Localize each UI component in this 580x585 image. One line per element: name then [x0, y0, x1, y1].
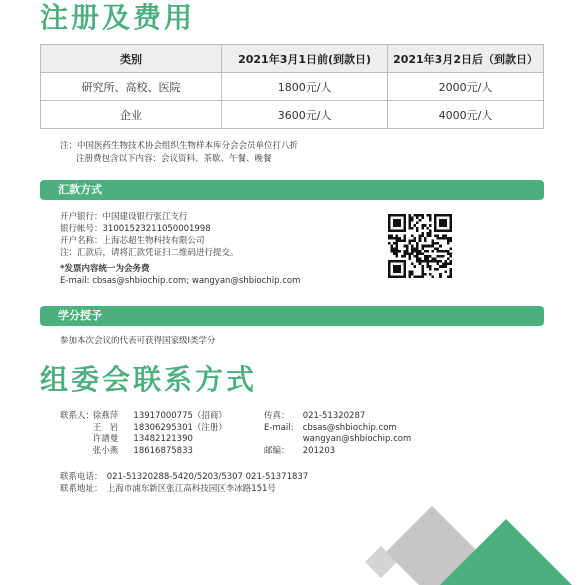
phone-row: [60, 471, 308, 483]
fax-label: 传真：: [264, 411, 290, 421]
invoice-email: E-mail: cbsas@shbiochip.com; wangyan@shbiochip.com: [60, 276, 301, 286]
fee-includes-note: 注册费包含以下内容：会议资料、茶歇、午餐、晚餐: [76, 154, 272, 164]
fee-table-header: [41, 45, 544, 73]
contact-phone: 13482121390: [133, 434, 193, 444]
contact-people: [60, 411, 227, 457]
contact-title: 组委会联系方式: [40, 363, 258, 396]
invoice-title: *发票内容统一为会务费: [60, 264, 150, 274]
email-address: wangyan@shbiochip.com: [302, 434, 412, 444]
qr-code-icon: [388, 214, 452, 278]
email-address: cbsas@shbiochip.com: [302, 422, 397, 433]
tel-numbers: 021-51320288-5420/5203/5307 021-51371837: [106, 472, 309, 482]
credit-text: 参加本次会议的代表可获得国家级I类学分: [60, 336, 216, 346]
header-late: 2021年3月2日后（到款日）: [388, 45, 544, 73]
contact-row: [60, 423, 227, 435]
address: 上海市浦东新区张江高科技园区李冰路151号: [106, 484, 276, 494]
row-category: 研究所、高校、医院: [41, 73, 222, 101]
contact-phone: 18616875833: [133, 445, 193, 456]
bank-account: 银行帐号：31001523211050001998: [60, 224, 211, 234]
row-early-fee: 1800元/人: [222, 73, 388, 101]
registration-title: 注册及费用: [40, 1, 196, 34]
email-label: E-mail:: [264, 422, 294, 433]
remittance-section-bar: [40, 180, 544, 200]
header-category: 类别: [41, 45, 222, 73]
row-category: 企业: [41, 101, 222, 129]
fee-table: [40, 44, 544, 129]
invoice-info: [60, 263, 300, 287]
row-late-fee: 4000元/人: [388, 101, 544, 129]
header-early: 2021年3月1日前(到款日): [222, 45, 388, 73]
fax-row: [264, 411, 411, 423]
credit-section-title: 学分授予: [58, 309, 102, 322]
contact-row: [60, 434, 227, 446]
email-row: [264, 434, 411, 446]
postcode-label: 邮编：: [264, 445, 290, 456]
contact-row: [60, 411, 227, 423]
address-label: 联系地址：: [60, 484, 103, 494]
contact-name: 张小燕: [92, 445, 119, 456]
account-name: 开户名称：上海芯超生物科技有限公司: [60, 236, 205, 246]
postcode: 201203: [302, 445, 336, 456]
remittance-note: 注：汇款后，请将汇款凭证扫二维码进行提交。: [60, 248, 239, 258]
postcode-row: [264, 446, 411, 458]
decorative-shapes: [0, 490, 580, 585]
credit-section-bar: [40, 306, 544, 326]
member-discount-note: 注：中国医药生物技术协会组织生物样本库分会会员单位打八折: [60, 141, 299, 151]
contact-name: 徐燕萍: [92, 411, 119, 421]
table-row: [41, 73, 544, 101]
contact-row: [60, 446, 227, 458]
table-row: [41, 101, 544, 129]
row-early-fee: 3600元/人: [222, 101, 388, 129]
contact-fax-email: [264, 411, 411, 457]
remittance-details: [60, 211, 239, 259]
contact-phone: 18306295301（注册）: [133, 422, 227, 433]
fee-notes: [60, 140, 298, 166]
fax-number: 021-51320287: [302, 411, 366, 421]
email-row: [264, 423, 411, 435]
contacts-label: 联系人：: [60, 411, 95, 421]
tel-label: 联系电话：: [60, 472, 103, 482]
contact-name: 许譜曼: [92, 434, 119, 444]
bank-name: 开户银行：中国建设银行张江支行: [60, 212, 188, 222]
remittance-section-title: 汇款方式: [58, 183, 102, 196]
row-late-fee: 2000元/人: [388, 73, 544, 101]
contact-phone: 13917000775（招商）: [133, 411, 227, 421]
contact-name: 王 岩: [92, 422, 119, 433]
